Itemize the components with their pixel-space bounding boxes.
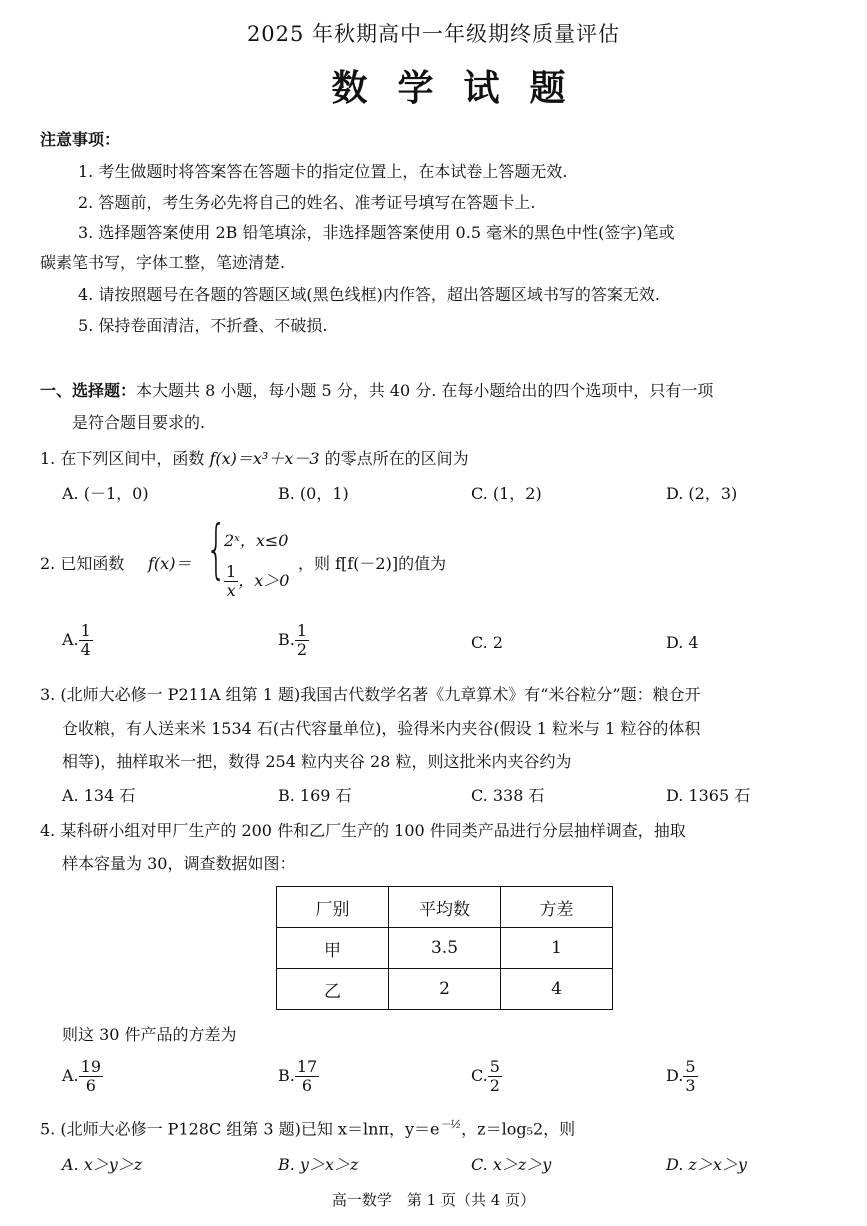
frac-num: 17	[296, 1057, 318, 1076]
section-desc-cont: 是符合题目要求的.	[72, 413, 206, 432]
table-row	[277, 969, 613, 1010]
q1-func: f(x)＝x³＋x－3	[209, 449, 320, 468]
option-label: B.	[278, 630, 295, 649]
table-cell: 乙	[277, 969, 389, 1010]
notice-item: 5. 保持卷面清洁，不折叠、不破损.	[78, 316, 328, 335]
q4-stem: 样本容量为 30，调查数据如图：	[62, 854, 296, 873]
q1-stem-b: 的零点所在的区间为	[319, 449, 469, 468]
frac-den: 4	[80, 640, 91, 659]
q5-exponent: －½	[439, 1118, 462, 1131]
table-cell: 3.5	[389, 928, 501, 969]
q4-option-b	[278, 1058, 319, 1095]
frac-num: 1	[296, 621, 308, 640]
table-header-row	[277, 887, 613, 928]
q2-stem-a: 2. 已知函数	[40, 554, 125, 573]
q2-option-a	[62, 622, 93, 659]
q2-case2-cond: ，x＞0	[238, 571, 290, 590]
page-footer: 高一数学 第 1 页（共 4 页）	[331, 1191, 536, 1209]
table-header: 厂别	[277, 887, 389, 928]
q3-stem: 仓收粮，有人送来米 1534 石(古代容量单位)，验得米内夹谷(假设 1 粒米与 1 粒谷的体积	[62, 719, 701, 738]
q2-b-frac	[295, 622, 309, 659]
table-cell: 1	[501, 928, 613, 969]
q5-option-c: C. x＞z＞y	[471, 1155, 552, 1174]
section-desc: 本大题共 8 小题，每小题 5 分，共 40 分. 在每小题给出的四个选项中，只有一项	[136, 381, 714, 400]
q2-a-frac	[79, 622, 93, 659]
q3-stem: 相等)，抽样取米一把，数得 254 粒内夹谷 28 粒，则这批米内夹谷约为	[62, 752, 572, 771]
q4-question: 则这 30 件产品的方差为	[62, 1025, 237, 1044]
option-label: A.	[62, 1066, 79, 1085]
frac-num: 5	[489, 1057, 500, 1076]
frac-den: x	[226, 581, 236, 600]
q4-option-c	[471, 1058, 502, 1095]
frac-num: 19	[80, 1057, 101, 1076]
frac-num: 1	[226, 562, 237, 581]
frac-den: 2	[489, 1076, 500, 1095]
q3-option-d: D. 1365 石	[666, 786, 751, 805]
subject-title: 数学试题	[331, 67, 596, 109]
q5-option-d: D. z＞x＞y	[666, 1155, 747, 1174]
notice-item: 碳素笔书写，字体工整，笔迹清楚.	[40, 253, 286, 272]
q2-option-d: D. 4	[666, 633, 699, 652]
section-label: 一、选择题：	[40, 381, 137, 400]
option-label: A.	[62, 630, 79, 649]
q2-case2	[224, 563, 289, 600]
table-header: 方差	[501, 887, 613, 928]
table-cell: 4	[501, 969, 613, 1010]
q1-option-a: A. (－1，0)	[62, 484, 149, 503]
q4-c-frac	[488, 1058, 502, 1095]
notice-item: 1. 考生做题时将答案答在答题卡的指定位置上，在本试卷上答题无效.	[78, 162, 568, 181]
q5-option-a: A. x＞y＞z	[62, 1155, 143, 1174]
q5-stem-b: ，z＝log₅2，则	[461, 1119, 576, 1139]
q2-case1-text: 2ˣ，x≤0	[224, 531, 289, 550]
q3-option-b: B. 169 石	[278, 786, 352, 805]
frac-num: 5	[685, 1057, 696, 1076]
q2-case1	[224, 528, 288, 551]
q5-stem-a: 5. (北师大必修一 P128C 组第 3 题)已知 x＝lnπ，y＝e	[40, 1119, 440, 1139]
notice-item: 3. 选择题答案使用 2B 铅笔填涂，非选择题答案使用 0.5 毫米的黑色中性(签字)笔或	[78, 223, 675, 242]
frac-den: 2	[296, 640, 308, 659]
section-heading	[40, 378, 713, 401]
q2-stem-b: ，则 f[f(－2)]的值为	[298, 554, 447, 573]
q4-option-d	[666, 1058, 698, 1095]
table-cell: 甲	[277, 928, 389, 969]
notice-item: 4. 请按照题号在各题的答题区域(黑色线框)内作答，超出答题区域书写的答案无效.	[78, 285, 660, 304]
q2-case2-frac	[224, 563, 238, 600]
frac-den: 3	[685, 1076, 696, 1095]
notice-item: 2. 答题前，考生务必先将自己的姓名、准考证号填写在答题卡上.	[78, 193, 536, 212]
q3-stem: 3. (北师大必修一 P211A 组第 1 题)我国古代数学名著《九章算术》有“米谷粒分”题：粮仓开	[40, 685, 701, 704]
q2-func: f(x)＝	[148, 554, 192, 573]
frac-num: 1	[80, 621, 91, 640]
q2-option-b	[278, 622, 309, 659]
q1-option-c: C. (1，2)	[471, 484, 542, 503]
option-label: B.	[278, 1066, 295, 1085]
brace-icon: {	[206, 513, 227, 587]
option-label: D.	[666, 1066, 684, 1085]
data-table	[276, 886, 613, 1010]
q4-option-a	[62, 1058, 103, 1095]
q5-stem	[40, 1116, 575, 1139]
q1-stem	[40, 446, 469, 469]
q3-option-c: C. 338 石	[471, 786, 545, 805]
q4-stem: 4. 某科研小组对甲厂生产的 200 件和乙厂生产的 100 件同类产品进行分层抽样调查，抽取	[40, 821, 686, 840]
q4-d-frac	[683, 1058, 697, 1095]
q1-stem-a: 1. 在下列区间中，函数	[40, 449, 210, 468]
q2-option-c: C. 2	[471, 633, 504, 652]
q1-option-b: B. (0，1)	[278, 484, 349, 503]
q4-b-frac	[295, 1058, 319, 1095]
option-label: C.	[471, 1066, 488, 1085]
frac-den: 6	[301, 1076, 313, 1095]
notice-heading: 注意事项：	[40, 130, 121, 149]
exam-title: 2025 年秋期高中一年级期终质量评估	[246, 22, 621, 46]
table-cell: 2	[389, 969, 501, 1010]
frac-den: 6	[85, 1076, 96, 1095]
q4-a-frac	[79, 1058, 103, 1095]
q5-option-b: B. y＞x＞z	[278, 1155, 359, 1174]
q3-option-a: A. 134 石	[62, 786, 136, 805]
table-row	[277, 928, 613, 969]
table-header: 平均数	[389, 887, 501, 928]
q1-option-d: D. (2，3)	[666, 484, 738, 503]
